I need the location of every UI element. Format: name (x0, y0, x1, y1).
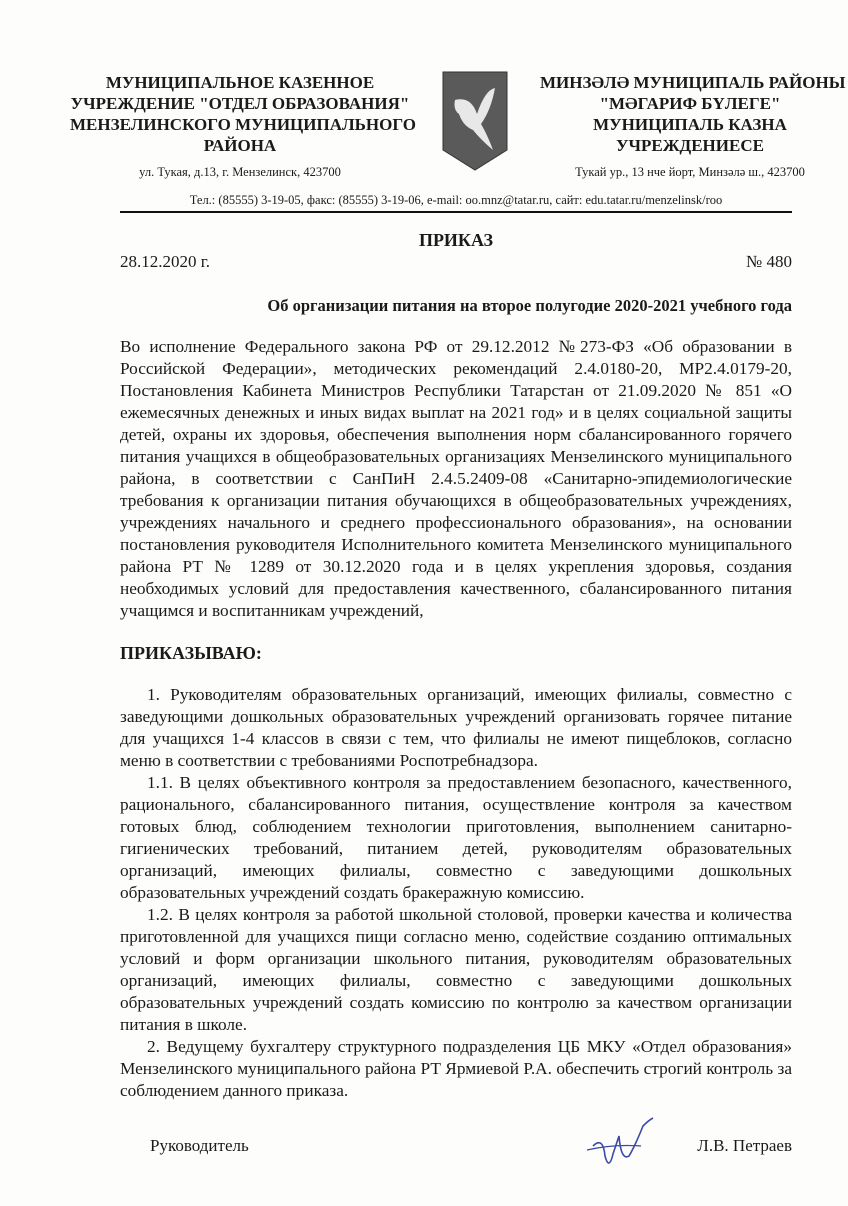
header-left (70, 72, 416, 156)
header-right (540, 72, 846, 156)
left-address: ул. Тукая, д.13, г. Мензелинск, 423700 (139, 165, 341, 179)
header-left-block (70, 72, 416, 180)
coat-of-arms-icon (441, 70, 509, 172)
header-line: МИНЗӘЛӘ МУНИЦИПАЛЬ РАЙОНЫ (540, 73, 846, 92)
order-date: 28.12.2020 г. (120, 252, 211, 271)
header-line: РАЙОНА (203, 136, 277, 155)
order-number: № 480 (746, 252, 792, 271)
right-address: Тукай ур., 13 нче йорт, Минзәлә ш., 423700 (575, 165, 805, 179)
date-number-row (120, 251, 792, 273)
header-line: УЧРЕЖДЕНИЕ "ОТДЕЛ ОБРАЗОВАНИЯ" (70, 94, 410, 113)
order-item: 2. Ведущему бухгалтеру структурного подразделения ЦБ МКУ «Отдел образования» Мензелинского муниципального района РТ Ярмиевой Р.А. обеспечить строгий контроль за соблюдением данного приказа. (120, 1037, 792, 1100)
header-line: МУНИЦИПАЛЬНОЕ КАЗЕННОЕ (105, 73, 375, 92)
document-title: ПРИКАЗ (418, 230, 494, 250)
letterhead (70, 72, 846, 180)
signature-icon (583, 1116, 663, 1176)
order-item: 1.2. В целях контроля за работой школьной столовой, проверки качества и количества приготовленной для учащихся пищи согласно меню, содействие созданию оптимальных условий и форм организации школьного питания, руководителям образовательных организаций, имеющих филиалы, совместно с заведующими дошкольных образовательных учреждений создать комиссию по контролю за качеством организации питания в школе. (120, 905, 792, 1034)
preamble: Во исполнение Федерального закона РФ от 29.12.2012 №273-ФЗ «Об образовании в Российской Федерации», методических рекомендаций 2.4.0180-20, МР2.4.0179-20, Постановления Кабинета Министров Республики Татарстан от 21.09.2020 № 851 «О ежемесячных денежных и иных видах выплат на 2021 год» и в целях социальной защиты детей, охраны их здоровья, обеспечения выполнения норм сбалансированного горячего питания учащихся в общеобразовательных организациях Мензелинского муниципального района, в соответствии с СанПиН 2.4.5.2409-08 «Санитарно-эпидемиологические требования к организации питания обучающихся в общеобразовательных учреждениях, учреждениях начального и среднего профессионального образования», на основании постановления руководителя Исполнительного комитета Мензелинского муниципального района РТ № 1289 от 30.12.2020 года и в целях укрепления здоровья, создания необходимых условий для предоставления качественного, сбалансированного питания учащимся и воспитанникам учреждений, (120, 337, 792, 620)
header-divider (120, 211, 792, 213)
signature-row (120, 1116, 792, 1176)
order-heading: ПРИКАЗЫВАЮ: (120, 643, 262, 663)
order-items (120, 684, 792, 1102)
order-subject: Об организации питания на второе полугодие 2020-2021 учебного года (267, 296, 792, 315)
order-item: 1. Руководителям образовательных организаций, имеющих филиалы, совместно с заведующими дошкольных образовательных учреждений организовать горячее питание для учащихся 1-4 классов в связи с тем, что филиалы не имеют пищеблоков, согласно меню в соответствии с требованиями Роспотребнадзора. (120, 685, 792, 770)
signer-name: Л.В. Петраев (697, 1136, 792, 1155)
header-line: "МӘГАРИФ БҮЛЕГЕ" (599, 94, 781, 113)
signer-role: Руководитель (150, 1136, 249, 1155)
order-item: 1.1. В целях объективного контроля за предоставлением безопасного, качественного, рационального, сбалансированного питания, осуществление контроля за качеством готовых блюд, соблюдением технологии приготовления, выполнением санитарно-гигиенических требований, питанием детей, руководителям образовательных организаций, имеющих филиалы, совместно с заведующими дошкольных образовательных учреждений создать бракеражную комиссию. (120, 773, 792, 902)
header-line: МУНИЦИПАЛЬ КАЗНА (593, 115, 787, 134)
header-line: УЧРЕЖДЕНИЕСЕ (616, 136, 764, 155)
header-right-block (540, 72, 846, 180)
contact-line: Тел.: (85555) 3-19-05, факс: (85555) 3-19-06, e-mail: oo.mnz@tatar.ru, сайт: edu.tatar.ru/menzelinsk/roo (189, 193, 723, 207)
header-line: МЕНЗЕЛИНСКОГО МУНИЦИПАЛЬНОГО (70, 115, 416, 134)
